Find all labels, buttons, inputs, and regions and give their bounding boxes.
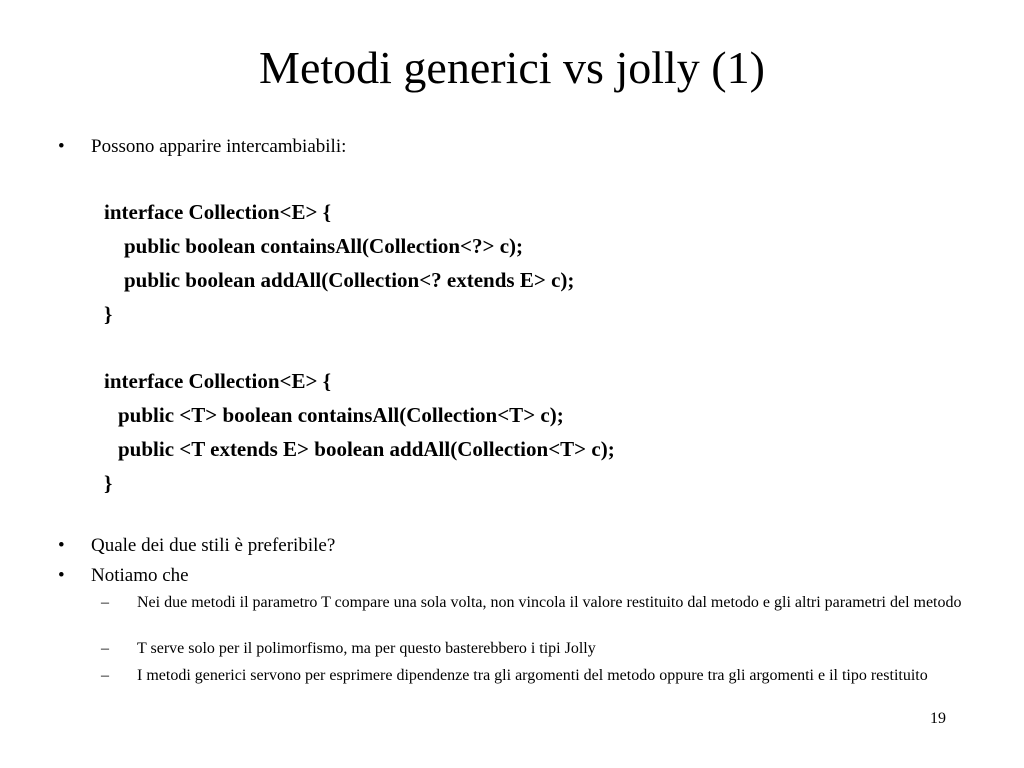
- slide-title: Metodi generici vs jolly (1): [259, 42, 765, 93]
- sub-bullet-text: I metodi generici servono per esprimere dipendenze tra gli argomenti del metodo oppure tra gli argomenti e il tipo restituito: [137, 667, 928, 684]
- bullet-text: Notiamo che: [91, 565, 189, 586]
- code-line: public <T> boolean containsAll(Collection<T> c);: [118, 403, 564, 427]
- sub-bullet-mark: –: [101, 594, 109, 611]
- code-line: interface Collection<E> {: [104, 200, 331, 224]
- code-line: interface Collection<E> {: [104, 369, 331, 393]
- code-line: public <T extends E> boolean addAll(Collection<T> c);: [118, 437, 615, 461]
- bullet-mark: •: [58, 535, 65, 556]
- bullet-mark: •: [58, 136, 65, 157]
- code-line: public boolean addAll(Collection<? extends E> c);: [124, 268, 575, 292]
- bullet-text: Possono apparire intercambiabili:: [91, 136, 347, 157]
- bullet-text: Quale dei due stili è preferibile?: [91, 535, 336, 556]
- page-number: 19: [930, 710, 946, 727]
- code-line: }: [104, 471, 113, 495]
- sub-bullet-mark: –: [101, 640, 109, 657]
- code-line: public boolean containsAll(Collection<?> c);: [124, 234, 524, 258]
- code-line: }: [104, 302, 113, 326]
- sub-bullet-mark: –: [101, 667, 109, 684]
- sub-bullet-text: Nei due metodi il parametro T compare una sola volta, non vincola il valore restituito dal metodo e gli altri parametri del metodo: [137, 594, 962, 611]
- bullet-mark: •: [58, 565, 65, 586]
- sub-bullet-text: T serve solo per il polimorfismo, ma per questo basterebbero i tipi Jolly: [137, 640, 596, 657]
